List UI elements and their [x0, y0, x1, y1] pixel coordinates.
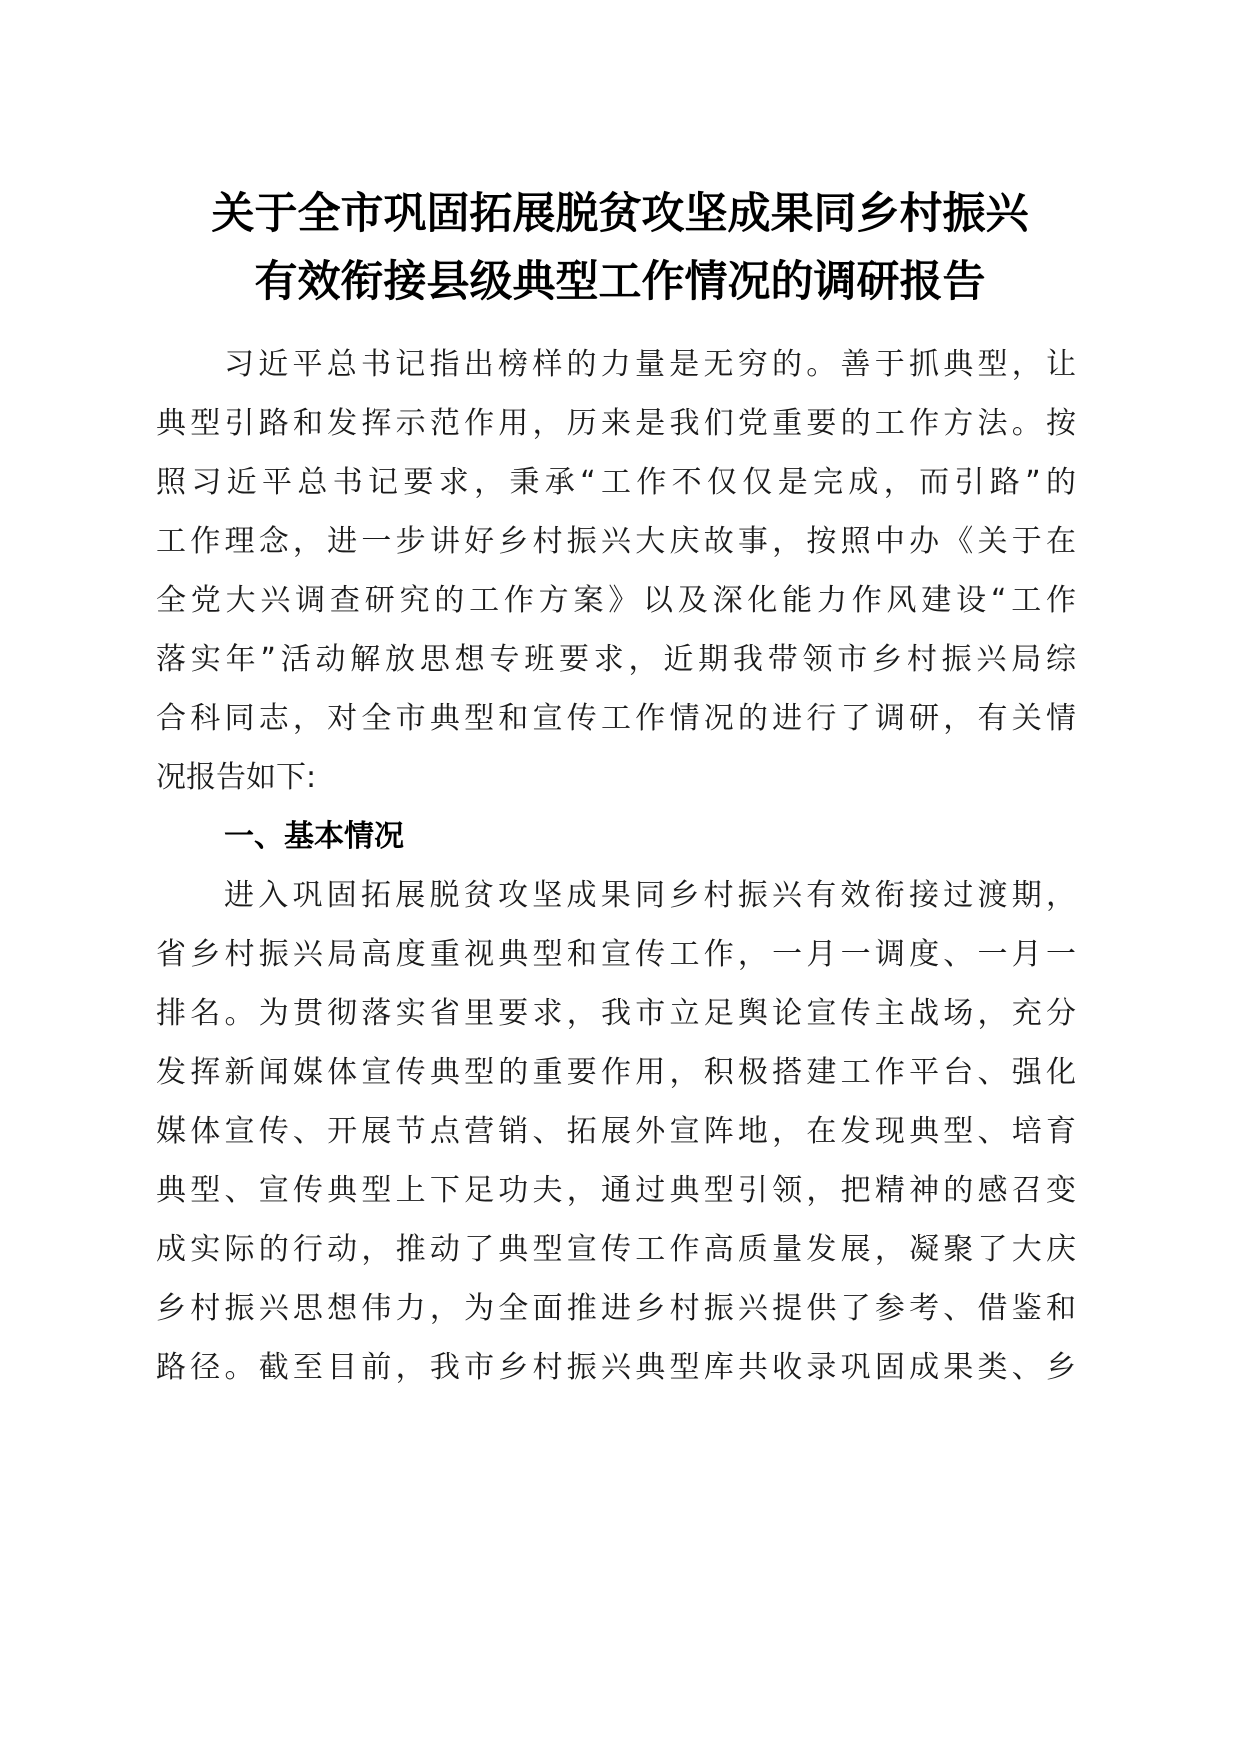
intro-paragraph-line: 落实年”活动解放思想专班要求，近期我带领市乡村振兴局综 [156, 642, 1076, 677]
intro-paragraph-line: 习近平总书记指出榜样的力量是无穷的。善于抓典型，让 [224, 347, 1076, 382]
intro-paragraph-line: 况报告如下: [156, 760, 317, 795]
intro-paragraph-line: 全党大兴调查研究的工作方案》以及深化能力作风建设“工作 [156, 583, 1076, 618]
intro-paragraph-line: 典型引路和发挥示范作用，历来是我们党重要的工作方法。按 [156, 406, 1076, 441]
section-paragraph-line: 路径。截至目前，我市乡村振兴典型库共收录巩固成果类、乡 [156, 1350, 1076, 1385]
section-paragraph-line: 省乡村振兴局高度重视典型和宣传工作，一月一调度、一月一 [156, 937, 1076, 972]
section-paragraph-line: 排名。为贯彻落实省里要求，我市立足舆论宣传主战场，充分 [156, 996, 1076, 1031]
section-paragraph-line: 成实际的行动，推动了典型宣传工作高质量发展，凝聚了大庆 [156, 1232, 1076, 1267]
intro-paragraph-line: 合科同志，对全市典型和宣传工作情况的进行了调研，有关情 [156, 701, 1076, 736]
intro-paragraph-line: 照习近平总书记要求，秉承“工作不仅仅是完成，而引路”的 [156, 465, 1076, 500]
document-title-line-1: 关于全市巩固拓展脱贫攻坚成果同乡村振兴 [211, 189, 1029, 239]
section-paragraph-line: 典型、宣传典型上下足功夫，通过典型引领，把精神的感召变 [156, 1173, 1076, 1208]
document-title-line-2: 有效衔接县级典型工作情况的调研报告 [254, 257, 986, 307]
section-paragraph-line: 进入巩固拓展脱贫攻坚成果同乡村振兴有效衔接过渡期， [224, 878, 1076, 913]
intro-paragraph-line: 工作理念，进一步讲好乡村振兴大庆故事，按照中办《关于在 [156, 524, 1076, 559]
section-paragraph-line: 媒体宣传、开展节点营销、拓展外宣阵地，在发现典型、培育 [156, 1114, 1076, 1149]
section-paragraph-line: 乡村振兴思想伟力，为全面推进乡村振兴提供了参考、借鉴和 [156, 1291, 1076, 1326]
section-paragraph-line: 发挥新闻媒体宣传典型的重要作用，积极搭建工作平台、强化 [156, 1055, 1076, 1090]
section-heading: 一、基本情况 [224, 819, 404, 854]
